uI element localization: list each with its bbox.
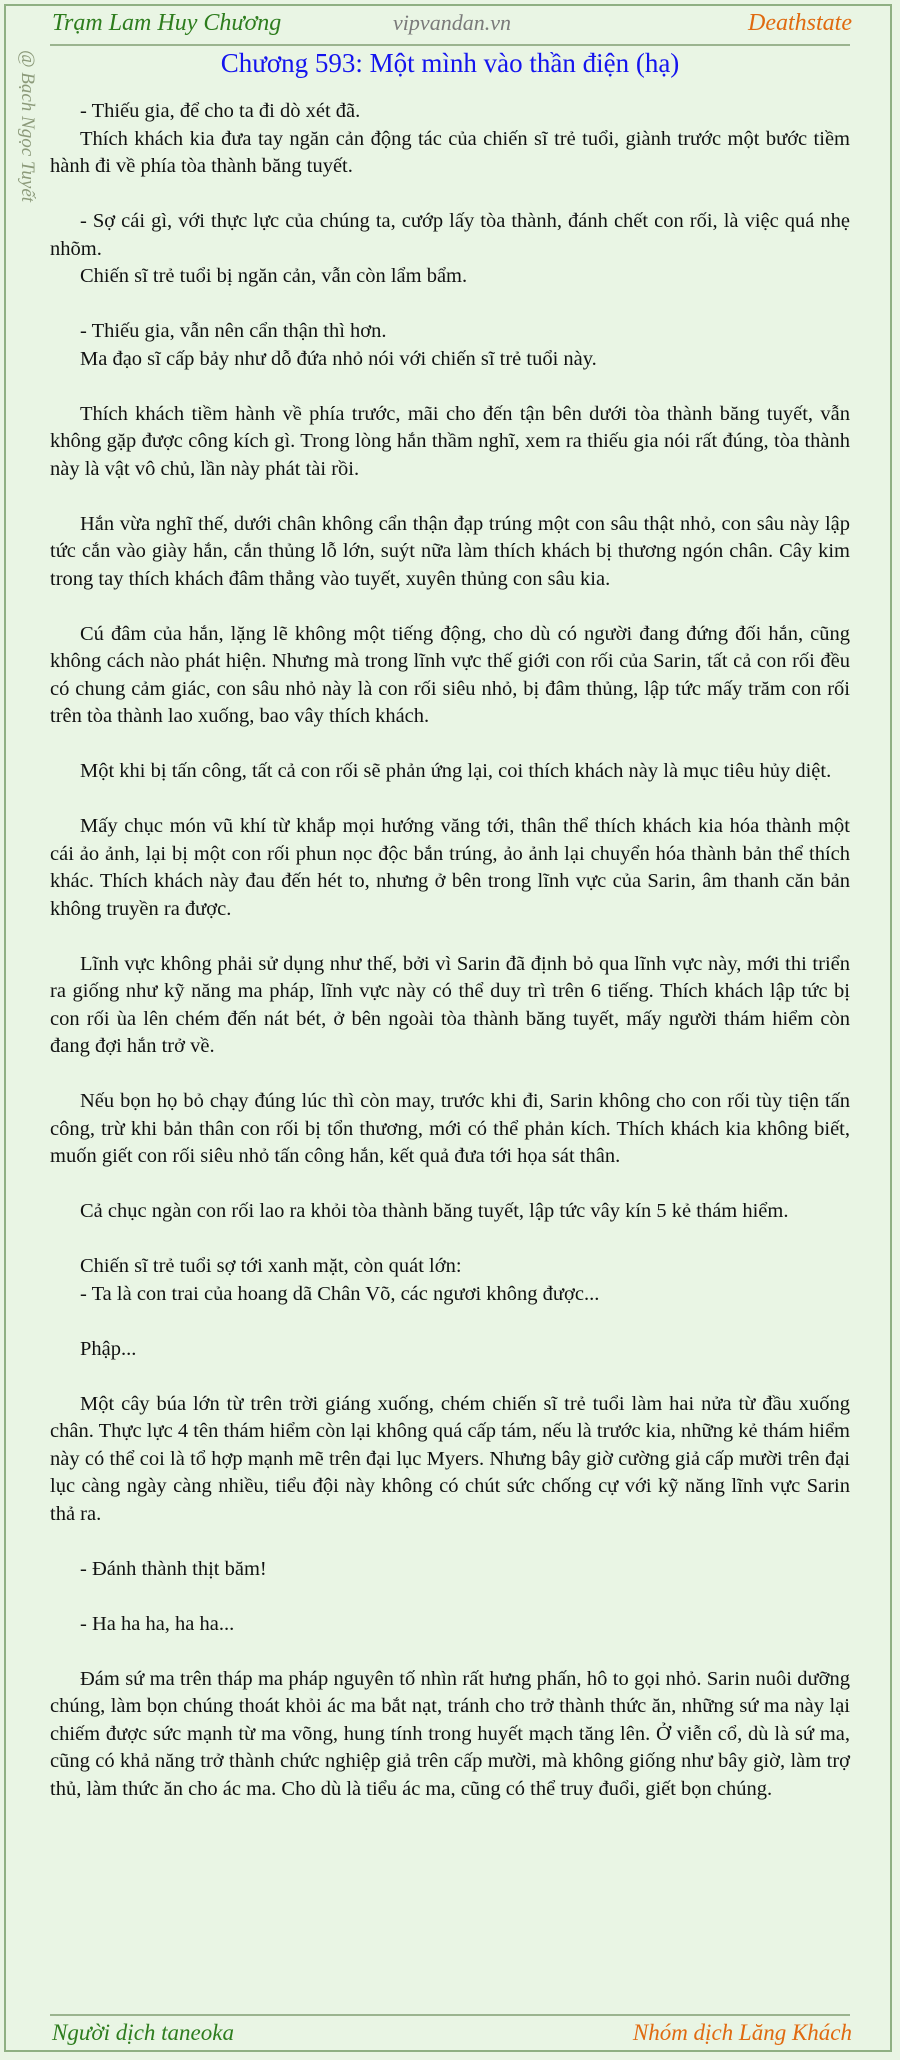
- paragraph-gap: [50, 291, 850, 319]
- paragraph: Một khi bị tấn công, tất cả con rối sẽ phản ứng lại, coi thích khách này là mục tiêu hủy diệt.: [80, 760, 832, 782]
- paragraph: - Thiếu gia, vẫn nên cẩn thận thì hơn.: [80, 320, 387, 342]
- paragraph: Ma đạo sĩ cấp bảy như dỗ đứa nhỏ nói với chiến sĩ trẻ tuổi này.: [80, 347, 597, 370]
- paragraph-gap: [50, 731, 850, 759]
- paragraph: Hắn vừa nghĩ thế, dưới chân không cẩn thận đạp trúng một con sâu thật nhỏ, con sâu này lập tức cắn vào giày hắn, cắn thủng lỗ lớn, suýt nữa làm thích khách bị thương ngón chân. Cây kim trong tay thích khách đâm thẳng vào tuyết, xuyên thủng con sâu kia.: [50, 512, 850, 590]
- paragraph: Nếu bọn họ bỏ chạy đúng lúc thì còn may, trước khi đi, Sarin không cho con rối tùy tiện tấn công, trừ khi bản thân con rối bị tổn thương, mới có thể phản kích. Thích khách kia không biết, muốn giết con rối siêu nhỏ tấn công hắn, kết quả đưa tới họa sát thân.: [50, 1090, 850, 1167]
- header-website: vipvandan.vn: [393, 10, 511, 35]
- header-author: Deathstate: [748, 10, 852, 36]
- paragraph: Chiến sĩ trẻ tuổi bị ngăn cản, vẫn còn lẩm bẩm.: [80, 265, 468, 287]
- paragraph: Lĩnh vực không phải sử dụng như thế, bởi vì Sarin đã định bỏ qua lĩnh vực này, mới thi triển ra giống như kỹ năng ma pháp, lĩnh vực này có thể duy trì trên 6 tiếng. Thích khách lập tức bị con rối ùa lên chém đến nát bét, ở bên ngoài tòa thành băng tuyết, mấy người thám hiểm còn đang đợi hắn trở về.: [50, 952, 850, 1057]
- footer-group: Nhóm dịch Lăng Khách: [632, 2020, 852, 2045]
- paragraph: - Ha ha ha, ha ha...: [80, 1612, 235, 1635]
- paragraph-gap: [50, 1061, 850, 1089]
- paragraph-gap: [50, 786, 850, 814]
- paragraph-gap: [50, 1528, 850, 1556]
- paragraph: Phập...: [80, 1337, 137, 1360]
- page-header: [52, 8, 852, 38]
- paragraph-gap: [50, 923, 850, 951]
- paragraph-gap: [50, 181, 850, 209]
- footer-translator: Người dịch taneoka: [52, 2020, 234, 2045]
- paragraph-gap: [50, 593, 850, 621]
- paragraph: Đám sứ ma trên tháp ma pháp nguyên tố nhìn rất hưng phấn, hô to gọi nhỏ. Sarin nuôi dưỡng chúng, làm bọn chúng thoát khỏi ác ma bắt nạt, tránh cho trở thành thức ăn, những sứ ma này lại chiếm được sức mạnh từ ma võng, hung tính trong huyết mạch tăng lên. Ở viễn cổ, dù là sứ ma, cũng có khả năng trở thành chức nghiệp giả trên cấp mười, mà không giống như bây giờ, làm trợ thủ, làm thức ăn cho ác ma. Cho dù là tiểu ác ma, cũng có thể truy đuổi, giết bọn chúng.: [50, 1667, 850, 1800]
- header-site-name: Trạm Lam Huy Chương: [52, 10, 282, 36]
- side-watermark: @ Bạch Ngọc Tuyết: [17, 50, 38, 203]
- paragraph-gap: [50, 1583, 850, 1611]
- paragraph: - Ta là con trai của hoang dã Chân Võ, các ngươi không được...: [80, 1282, 600, 1305]
- paragraph: Chiến sĩ trẻ tuổi sợ tới xanh mặt, còn quát lớn:: [80, 1255, 462, 1277]
- paragraph: - Đánh thành thịt băm!: [80, 1557, 267, 1580]
- paragraph: Một cây búa lớn từ trên trời giáng xuống, chém chiến sĩ trẻ tuổi làm hai nửa từ đầu xuống chân. Thực lực 4 tên thám hiểm còn lại không quá cấp tám, nếu là trước kia, những kẻ thám hiểm này có thể coi là tổ hợp mạnh mẽ trên đại lục Myers. Nhưng bây giờ cường giả cấp mười trên đại lục càng ngày càng nhiều, tiểu đội này không có chút sức chống cự với kỹ năng lĩnh vực Sarin thả ra.: [50, 1392, 850, 1525]
- paragraph: Cú đâm của hắn, lặng lẽ không một tiếng động, cho dù có người đang đứng đối hắn, cũng không cách nào phát hiện. Nhưng mà trong lĩnh vực thế giới con rối của Sarin, tất cả con rối đều có chung cảm giác, con sâu nhỏ này là con rối siêu nhỏ, bị đâm thủng, lập tức mấy trăm con rối trên tòa thành lao xuống, bao vây thích khách.: [50, 622, 850, 727]
- paragraph-gap: [50, 1363, 850, 1391]
- paragraph: Mấy chục món vũ khí từ khắp mọi hướng văng tới, thân thể thích khách kia hóa thành một cái ảo ảnh, lại bị một con rối phun nọc độc bắn trúng, ảo ảnh lại chuyển hóa thành bản thể thích khác. Thích khách này đau đến hét to, nhưng ở bên trong lĩnh vực của Sarin, âm thanh căn bản không truyền ra được.: [50, 815, 850, 920]
- paragraph: Thích khách tiềm hành về phía trước, mãi cho đến tận bên dưới tòa thành băng tuyết, vẫn không gặp được công kích gì. Trong lòng hắn thầm nghĩ, xem ra thiếu gia nói rất đúng, tòa thành này là vật vô chủ, lần này phát tài rồi.: [50, 402, 850, 480]
- paragraph-gap: [50, 373, 850, 401]
- paragraph-gap: [50, 1226, 850, 1254]
- header-divider: [50, 44, 850, 46]
- paragraph-gap: [50, 1638, 850, 1666]
- paragraph-gap: [50, 483, 850, 511]
- chapter-body: [50, 98, 850, 1803]
- page-footer: [52, 2020, 852, 2050]
- paragraph: - Sợ cái gì, với thực lực của chúng ta, cướp lấy tòa thành, đánh chết con rối, là việc quá nhẹ nhõm.: [50, 210, 850, 260]
- chapter-title: Chương 593: Một mình vào thần điện (hạ): [220, 48, 680, 78]
- footer-divider: [50, 2014, 850, 2016]
- paragraph-gap: [50, 1171, 850, 1199]
- paragraph-gap: [50, 1308, 850, 1336]
- paragraph: Cả chục ngàn con rối lao ra khỏi tòa thành băng tuyết, lập tức vây kín 5 kẻ thám hiểm.: [80, 1200, 789, 1222]
- paragraph: - Thiếu gia, để cho ta đi dò xét đã.: [80, 100, 361, 122]
- paragraph: Thích khách kia đưa tay ngăn cản động tác của chiến sĩ trẻ tuổi, giành trước một bước tiềm hành đi về phía tòa thành băng tuyết.: [50, 127, 850, 177]
